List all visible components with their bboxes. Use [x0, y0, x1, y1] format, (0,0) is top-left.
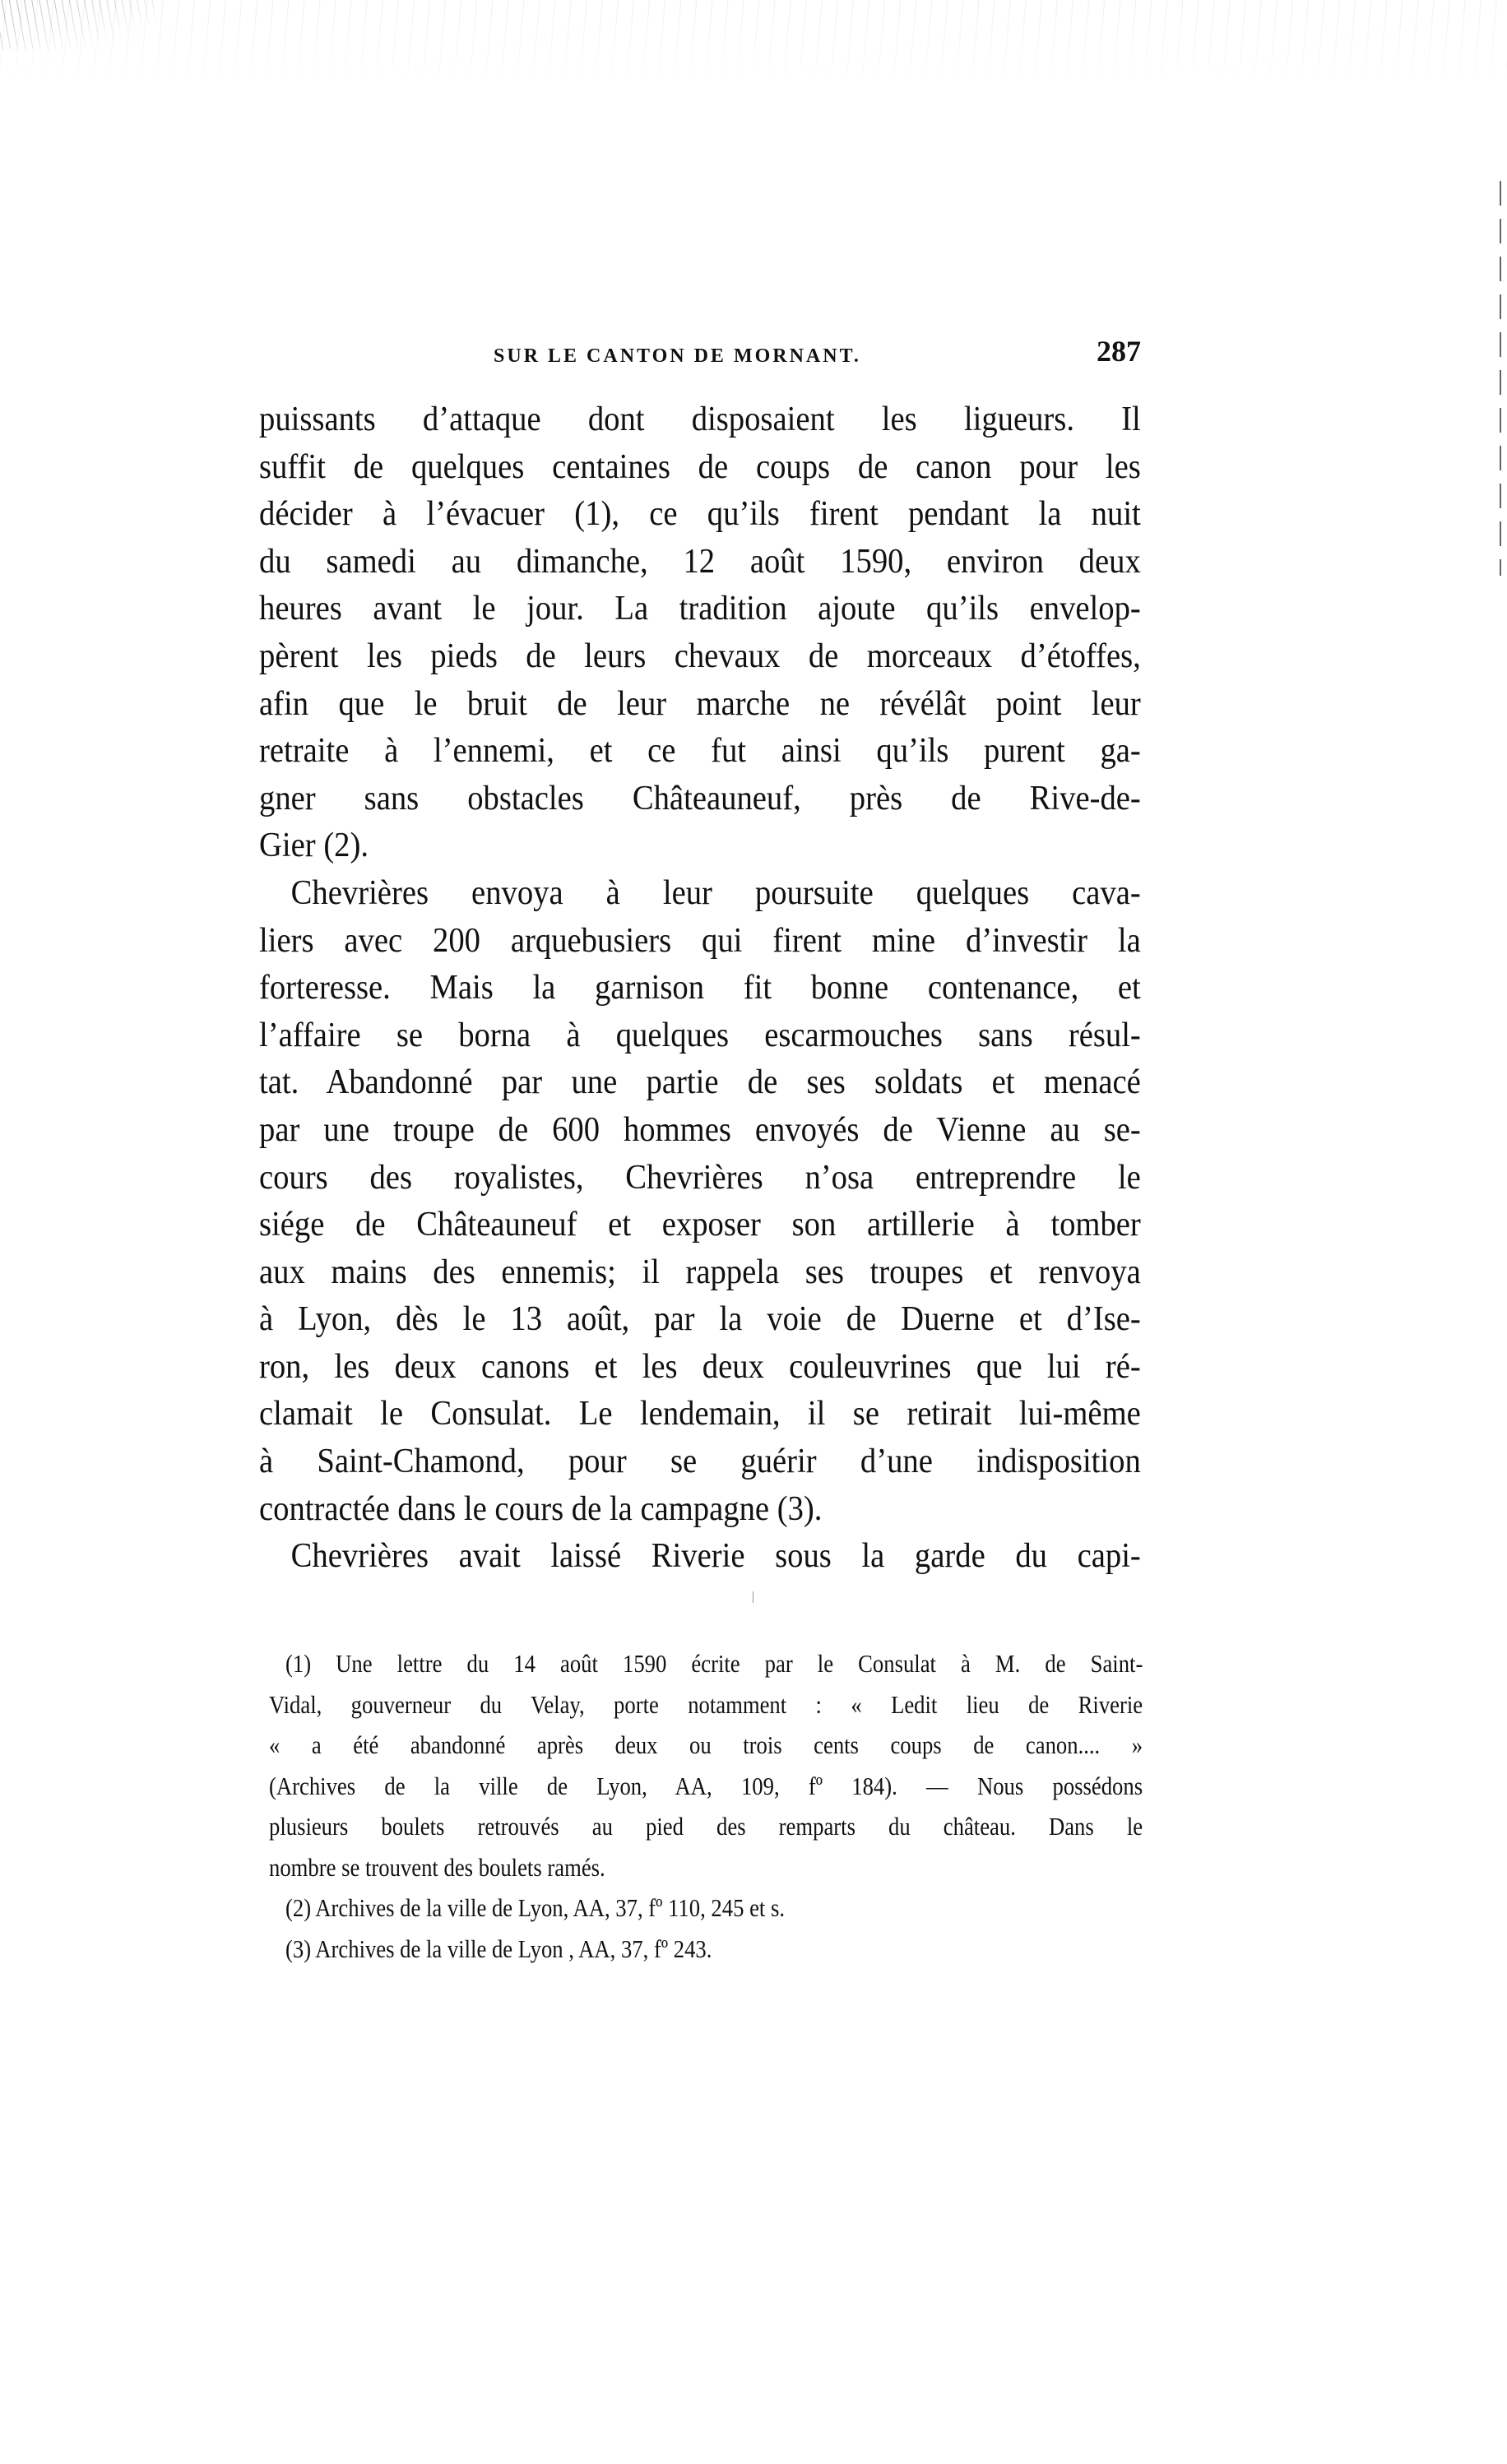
body-line: clamait le Consulat. Le lendemain, il se retirait lui-même — [259, 1395, 1141, 1433]
footnote-1-line: Vidal, gouverneur du Velay, porte notamment : « Ledit lieu de Riverie — [269, 1689, 1143, 1719]
footnote-1-line: nombre se trouvent des boulets ramés. — [269, 1852, 605, 1882]
body-line: Chevrières avait laissé Riverie sous la garde du capi- — [290, 1537, 1141, 1576]
body-line: contractée dans le cours de la campagne (3). — [259, 1489, 823, 1528]
footnote-separator — [753, 1591, 754, 1603]
scan-noise-corner — [0, 0, 156, 49]
body-line: gner sans obstacles Châteauneuf, près de Rive-de- — [259, 779, 1141, 817]
body-line: du samedi au dimanche, 12 août 1590, environ deux — [259, 542, 1141, 581]
running-title: SUR LE CANTON DE MORNANT. — [494, 345, 861, 367]
body-line: cours des royalistes, Chevrières n’osa entreprendre le — [259, 1158, 1141, 1197]
body-line: liers avec 200 arquebusiers qui firent mine d’investir la — [259, 921, 1141, 960]
body-line: pèrent les pieds de leurs chevaux de morceaux d’étoffes, — [259, 637, 1141, 675]
body-line: forteresse. Mais la garnison fit bonne contenance, et — [259, 969, 1141, 1007]
body-line: puissants d’attaque dont disposaient les ligueurs. Il — [259, 401, 1141, 438]
page-number: 287 — [1097, 335, 1141, 368]
body-text — [259, 396, 1141, 1581]
body-line: suffit de quelques centaines de coups de canon pour les — [259, 447, 1141, 486]
footnotes — [269, 1643, 1143, 1969]
body-line: heures avant le jour. La tradition ajoute qu’ils envelop- — [259, 590, 1141, 628]
footnote-1-line: (1) Une lettre du 14 août 1590 écrite par le Consulat à M. de Saint- — [285, 1649, 1143, 1678]
body-line: l’affaire se borna à quelques escarmouches sans résul- — [259, 1016, 1141, 1054]
body-line: à Saint-Chamond, pour se guérir d’une indisposition — [259, 1443, 1141, 1481]
body-line: Chevrières envoya à leur poursuite quelques cava- — [290, 873, 1141, 912]
body-line: Gier (2). — [259, 827, 369, 865]
body-line: décider à l’évacuer (1), ce qu’ils firent pendant la nuit — [259, 495, 1141, 534]
footnote-1-line: plusieurs boulets retrouvés au pied des remparts du château. Dans le — [269, 1812, 1143, 1841]
running-head — [259, 335, 1141, 372]
body-line: retraite à l’ennemi, et ce fut ainsi qu’ils purent ga- — [259, 732, 1141, 771]
footnote-3: (3) Archives de la ville de Lyon , AA, 37, fº 243. — [285, 1934, 712, 1963]
footnote-1-line: (Archives de la ville de Lyon, AA, 109, fº 184). — Nous possédons — [269, 1771, 1143, 1800]
body-line: afin que le bruit de leur marche ne révélât point leur — [259, 684, 1141, 723]
body-line: siége de Châteauneuf et exposer son artillerie à tomber — [259, 1206, 1141, 1244]
body-line: ron, les deux canons et les deux couleuvrines que lui ré- — [259, 1347, 1141, 1386]
body-line: tat. Abandonné par une partie de ses soldats et menacé — [259, 1063, 1141, 1102]
scan-edge-right — [1500, 181, 1501, 576]
footnote-2: (2) Archives de la ville de Lyon, AA, 37, fº 110, 245 et s. — [285, 1893, 786, 1922]
scan-noise-top — [0, 0, 1507, 90]
body-line: aux mains des ennemis; il rappela ses troupes et renvoya — [259, 1253, 1141, 1291]
footnote-1-line: « a été abandonné après deux ou trois cents coups de canon.... » — [269, 1730, 1143, 1759]
body-line: par une troupe de 600 hommes envoyés de Vienne au se- — [259, 1110, 1141, 1149]
body-line: à Lyon, dès le 13 août, par la voie de Duerne et d’Ise- — [259, 1300, 1141, 1339]
